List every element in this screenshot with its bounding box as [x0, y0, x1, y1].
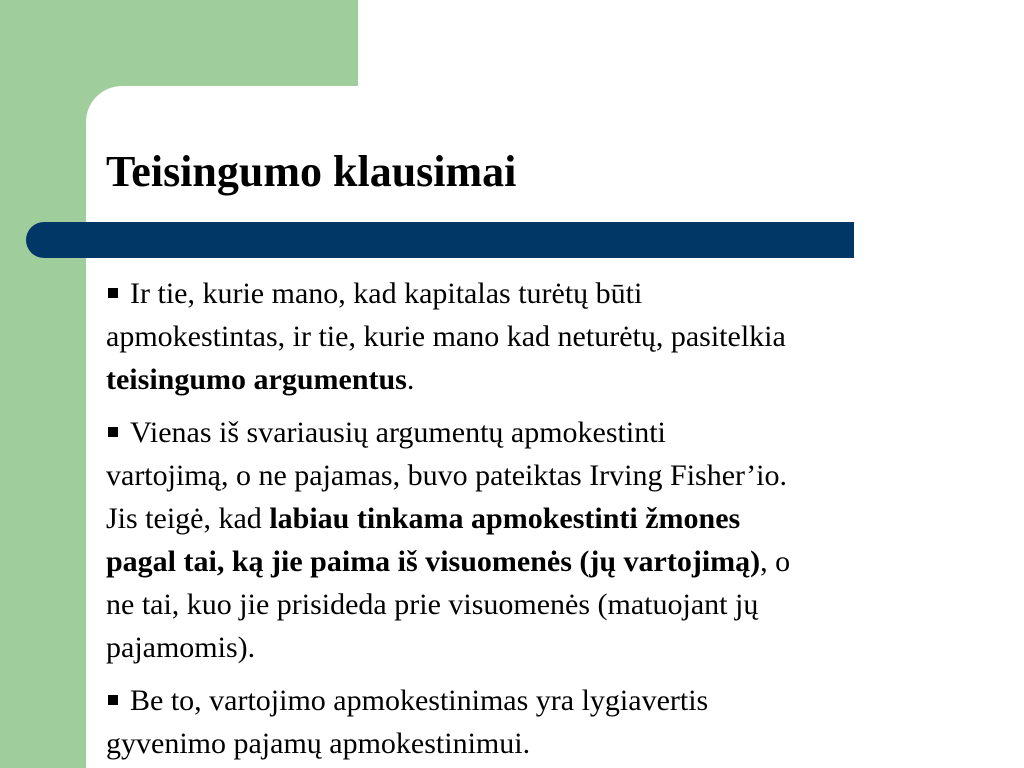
text-line: [106, 411, 1018, 454]
text-line: ne tai, kuo jie prisideda prie visuomenės (matuojant jų: [106, 588, 759, 621]
text-segment: Ir tie, kurie mano, kad kapitalas turėtų būti: [130, 277, 643, 310]
bullet-item: [106, 679, 1018, 765]
bullet-item: [106, 411, 1018, 669]
square-bullet-icon: [108, 288, 118, 298]
bold-text: pagal tai, ką jie paima iš visuomenės (jų vartojimą): [106, 545, 761, 578]
text-line: gyvenimo pajamų apmokestinimui.: [106, 727, 531, 760]
text-line: apmokestintas, ir tie, kurie mano kad neturėtų, pasitelkia: [106, 320, 786, 353]
text-segment: , o: [760, 545, 791, 578]
square-bullet-icon: [108, 695, 118, 705]
title-underline-bar: [26, 222, 854, 258]
text-line: pajamomis).: [106, 631, 256, 664]
bullet-list: [106, 272, 1018, 766]
text-segment: Jis teigė, kad: [106, 502, 270, 535]
text-line: [106, 358, 1018, 401]
bold-text: labiau tinkama apmokestinti žmones: [269, 502, 741, 535]
slide-title: Teisingumo klausimai: [106, 147, 517, 196]
bold-text: teisingumo argumentus: [106, 363, 407, 396]
text-segment: Vienas iš svariausių argumentų apmokestinti: [130, 416, 666, 449]
text-line: [106, 540, 1018, 583]
square-bullet-icon: [108, 427, 118, 437]
text-line: [106, 272, 1018, 315]
bullet-item: [106, 272, 1018, 401]
text-segment: Be to, vartojimo apmokestinimas yra lygiavertis: [130, 684, 709, 717]
text-line: [106, 497, 1018, 540]
text-line: [106, 679, 1018, 722]
text-line: vartojimą, o ne pajamas, buvo pateiktas Irving Fisher’io.: [106, 459, 787, 492]
text-segment: .: [406, 363, 415, 396]
